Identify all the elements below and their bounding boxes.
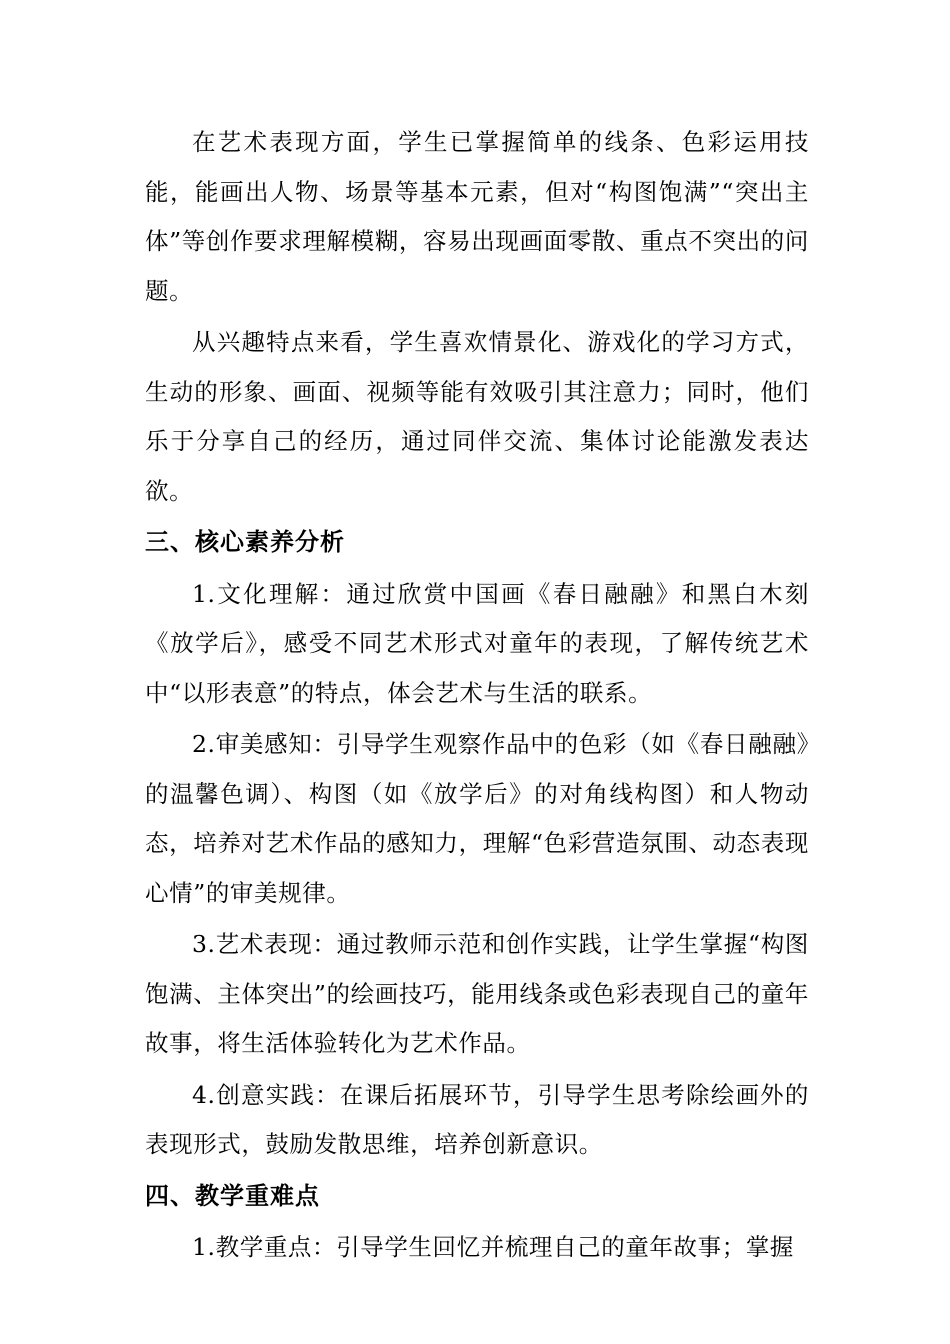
list-item-teaching-focus: 1.教学重点：引导学生回忆并梳理自己的童年故事；掌握 (192, 1233, 795, 1261)
paragraph-interest: 从兴趣特点来看，学生喜欢情景化、游戏化的学习方式，生动的形象、画面、视频等能有效吸引其注意力；同时，他们乐于分享自己的经历，通过同伴交流、集体讨论能激发表达欲。 (145, 328, 809, 505)
paragraph-art-expression: 在艺术表现方面，学生已掌握简单的线条、色彩运用技能，能画出人物、场景等基本元素，但对“构图饱满”“突出主体”等创作要求理解模糊，容易出现画面零散、重点不突出的问题。 (145, 128, 809, 305)
list-item-aesthetic-perception: 2.审美感知：引导学生观察作品中的色彩（如《春日融融》的温馨色调）、构图（如《放学后》的对角线构图）和人物动态，培养对艺术作品的感知力，理解“色彩营造氛围、动态表现心情”的审美规律。 (145, 730, 809, 907)
section-heading-key-difficulties: 四、教学重难点 (145, 1181, 320, 1210)
document-page (145, 118, 809, 1273)
list-item-cultural-understanding: 1.文化理解：通过欣赏中国画《春日融融》和黑白木刻《放学后》，感受不同艺术形式对童年的表现，了解传统艺术中“以形表意”的特点，体会艺术与生活的联系。 (145, 579, 809, 707)
list-item-creative-practice: 4.创意实践：在课后拓展环节，引导学生思考除绘画外的表现形式，鼓励发散思维，培养创新意识。 (145, 1080, 809, 1158)
list-item-artistic-expression: 3.艺术表现：通过教师示范和创作实践，让学生掌握“构图饱满、主体突出”的绘画技巧，能用线条或色彩表现自己的童年故事，将生活体验转化为艺术作品。 (145, 930, 809, 1057)
section-heading-core-literacy: 三、核心素养分析 (145, 528, 345, 556)
